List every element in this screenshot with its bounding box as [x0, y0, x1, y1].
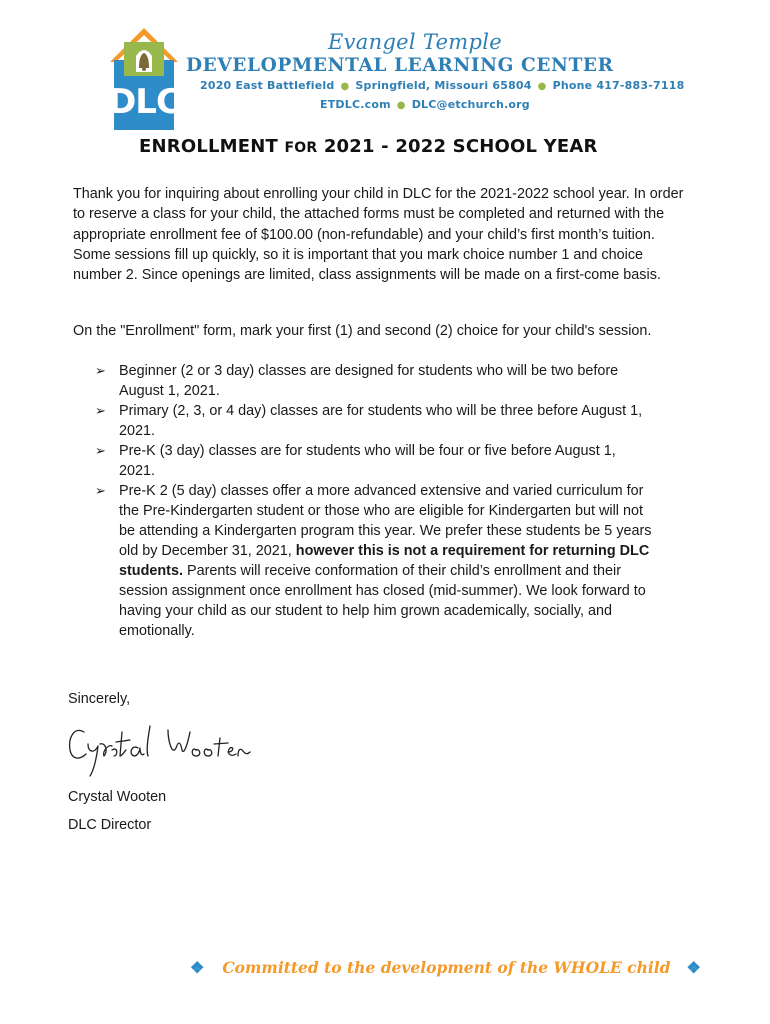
heading-school-year: 2021 - 2022 SCHOOL YEAR	[323, 136, 598, 157]
four-diamond-icon: ❖	[190, 958, 205, 977]
phone-number: Phone 417-883-7118	[552, 79, 685, 92]
arrowhead-bullet-icon: ➢	[95, 443, 106, 458]
signature-script-text: Crystal Wooten	[64, 705, 174, 722]
four-diamond-icon: ❖	[686, 958, 701, 977]
separator-dot-icon: ●	[396, 100, 406, 111]
footer-motto-line	[190, 958, 701, 982]
arrowhead-bullet-icon: ➢	[95, 403, 106, 418]
signer-title: DLC Director	[68, 817, 152, 833]
list-item-text: Primary (2, 3, or 4 day) classes are for students who will be three before August 1, 2021.	[119, 403, 643, 439]
intro-paragraph: Thank you for inquiring about enrolling your child in DLC for the 2021-2022 school year. In order to reserve a class for your child, the attached forms must be completed and returned with the appropriate enrollment fee of $100.00 (non-refundable) and your child’s first month’s tuition. Some sessions fill up quickly, so it is important that you mark choice number 1 and choice number 2. Since openings are limited, class assignments will be made on a first-come basis.	[73, 186, 684, 284]
center-name: DEVELOPMENTAL LEARNING CENTER	[186, 55, 614, 76]
organization-script-title: Evangel Temple	[328, 30, 503, 54]
logo-text: DLC	[108, 82, 180, 122]
class-list	[95, 361, 655, 641]
heading-word-for: FOR	[284, 140, 318, 156]
street-address: 2020 East Battlefield	[200, 79, 335, 92]
list-item	[95, 401, 655, 441]
arrowhead-bullet-icon: ➢	[95, 363, 106, 378]
separator-dot-icon: ●	[340, 81, 350, 92]
document-heading	[139, 136, 598, 157]
email-link[interactable]: DLC@etchurch.org	[411, 98, 530, 111]
list-item-text: Pre-K 2 (5 day) classes offer a more advanced extensive and varied curriculum for the Pre-Kindergarten student or those who are eligible for Kindergarten but will not be attending a Kindergarten program this year. We prefer these students be 5 years old by December 31, 2021,	[119, 483, 652, 559]
list-item	[95, 481, 655, 641]
list-item-text-continued: Parents will receive conformation of their child’s enrollment and their session assignment once enrollment has closed (mid-summer). We look forward to having your child as our student to help him grown academically, socially, and emotionally.	[119, 563, 646, 639]
footer-motto: Committed to the development of the WHOLE child	[222, 958, 671, 977]
heading-word-enrollment: ENROLLMENT	[139, 136, 279, 157]
list-item-text: Pre-K (3 day) classes are for students who will be four or five before August 1, 2021.	[119, 443, 616, 479]
bold-requirement-note: however this is not a requirement for returning DLC students.	[119, 543, 650, 579]
web-contact-line	[320, 98, 530, 111]
arrowhead-bullet-icon: ➢	[95, 483, 106, 498]
signer-name: Crystal Wooten	[68, 789, 167, 805]
list-item-text: Beginner (2 or 3 day) classes are designed for students who will be two before August 1, 2021.	[119, 363, 619, 399]
city-state-zip: Springfield, Missouri 65804	[355, 79, 532, 92]
website-link[interactable]: ETDLC.com	[320, 98, 391, 111]
salutation: Sincerely,	[68, 691, 131, 707]
list-item	[95, 441, 655, 481]
instruction-paragraph: On the "Enrollment" form, mark your first (1) and second (2) choice for your child's session.	[73, 323, 652, 339]
separator-dot-icon: ●	[537, 81, 547, 92]
dlc-logo	[100, 22, 188, 132]
list-item	[95, 361, 655, 401]
handwritten-signature	[64, 705, 264, 780]
address-line	[200, 79, 684, 92]
